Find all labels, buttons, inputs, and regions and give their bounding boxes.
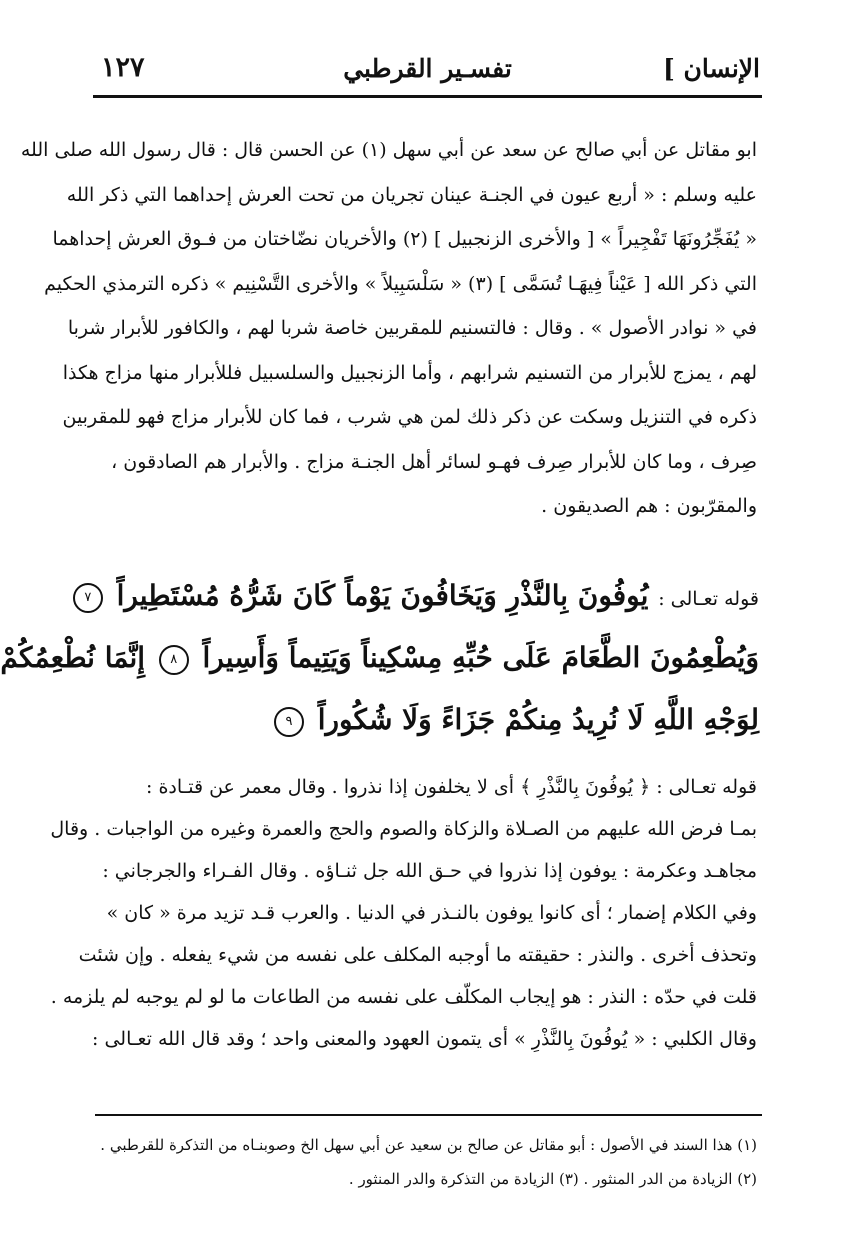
header-rule: [93, 95, 762, 98]
ayah-number-mark: ٩: [274, 707, 304, 737]
commentary-line: قلت في حدّه : النذر : هو إيجاب المكلّف على نفسه من الطاعات ما لو لم يوجبه لم يلزمه .: [50, 986, 757, 1008]
verse-text: يُوفُونَ بِالنَّذْرِ وَيَخَافُونَ يَوْماً كَانَ شَرُّهُ مُسْتَطِيراً: [116, 579, 649, 612]
body-line: التي ذكر الله [ عَيْناً فِيهَـا تُسَمَّى ] (٣) « سَلْسَبِيلاً » والأخرى التَّسْنِيم » ذكره الترمذي الحكيم: [44, 272, 757, 295]
body-line: ابو مقاتل عن أبي صالح عن سعد عن أبي سهل (١) عن الحسن قال : قال رسول الله صلى الله: [20, 139, 757, 161]
commentary-paragraph: [50, 766, 757, 1060]
verse-line: [84, 565, 759, 627]
verse-text: لِوَجْهِ اللَّهِ لَا نُرِيدُ مِنكُمْ جَزَاءً وَلَا شُكُوراً: [317, 703, 759, 736]
quran-verse-block: [0, 565, 759, 751]
footnote-rule: [95, 1114, 762, 1116]
verse-line: [0, 627, 759, 689]
footnotes: [97, 1128, 757, 1196]
verse-lead: قوله تعـالى :: [658, 588, 759, 610]
body-line: « يُفَجِّرُونَهَا تَفْجِيراً » [ والأخرى الزنجبيل ] (٢) والأخريان نضّاختان من فـوق العرش إحداهما: [52, 228, 757, 250]
body-paragraph: [20, 128, 757, 529]
ayah-number-mark: ٧: [73, 583, 103, 613]
footnote: (١) هذا السند في الأصول : أبو مقاتل عن صالح بن سعيد عن أبي سهل الخ وصوبنـاه من التذكرة للقرطبي .: [100, 1136, 757, 1154]
footnote: (٢) الزيادة من الدر المنثور . (٣) الزيادة من التذكرة والدر المنثور .: [348, 1170, 757, 1188]
page-header: [95, 48, 760, 92]
commentary-line: وفي الكلام إضمار ؛ أى كانوا يوفون بالنـذر في الدنيا . والعرب قـد تزيد مرة « كان »: [106, 902, 757, 924]
body-line: ذكره في التنزيل وسكت عن ذكر ذلك لمن هي شرب ، فما كان للأبرار مزاج فهو للمقربين: [62, 406, 757, 428]
page-number: ١٢٧: [101, 52, 145, 83]
commentary-line: بمـا فرض الله عليهم من الصـلاة والزكاة والصوم والحج والعمرة وغيره من الواجبات . وقال: [50, 818, 757, 840]
ayah-number-mark: ٨: [159, 645, 189, 675]
body-line: والمقرّبون : هم الصديقون .: [541, 495, 757, 517]
book-title: تفسـير القرطبي: [343, 54, 512, 83]
commentary-line: وقال الكلبي : « يُوفُونَ بِالنَّذْرِ » أى يتمون العهود والمعنى واحد ؛ وقد قال الله تعـالى :: [92, 1028, 757, 1050]
verse-text: إِنَّمَا نُطْعِمُكُمْ: [0, 641, 146, 674]
surah-name: الإنسان ]: [663, 54, 760, 83]
commentary-line: قوله تعـالى : ﴿ يُوفُونَ بِالنَّذْرِ ﴾ أى لا يخلفون إذا نذروا . وقال معمر عن قتـادة :: [146, 776, 757, 798]
verse-text: وَيُطْعِمُونَ الطَّعَامَ عَلَى حُبِّهِ مِسْكِيناً وَيَتِيماً وَأَسِيراً: [202, 641, 759, 674]
body-line: صِرف ، وما كان للأبرار صِرف فهـو لسائر أهل الجنـة مزاج . والأبرار هم الصادقون ،: [111, 450, 757, 473]
verse-line: [97, 689, 759, 751]
body-line: في « نوادر الأصول » . وقال : فالتسنيم للمقربين خاصة شربا لهم ، والكافور للأبرار شربا: [67, 317, 757, 339]
body-line: لهم ، يمزج للأبرار من التسنيم شرابهم ، وأما الزنجبيل والسلسبيل فللأبرار منها مزاج هكذا: [62, 361, 757, 384]
commentary-line: مجاهـد وعكرمة : يوفون إذا نذروا في حـق الله جل ثنـاؤه . وقال الفـراء والجرجاني :: [102, 860, 757, 882]
commentary-line: وتحذف أخرى . والنذر : حقيقته ما أوجبه المكلف على نفسه من شيء يفعله . وإن شئت: [78, 944, 757, 966]
body-line: عليه وسلم : « أربع عيون في الجنـة عينان تجريان من تحت العرش إحداهما التي ذكر الله: [66, 183, 757, 206]
